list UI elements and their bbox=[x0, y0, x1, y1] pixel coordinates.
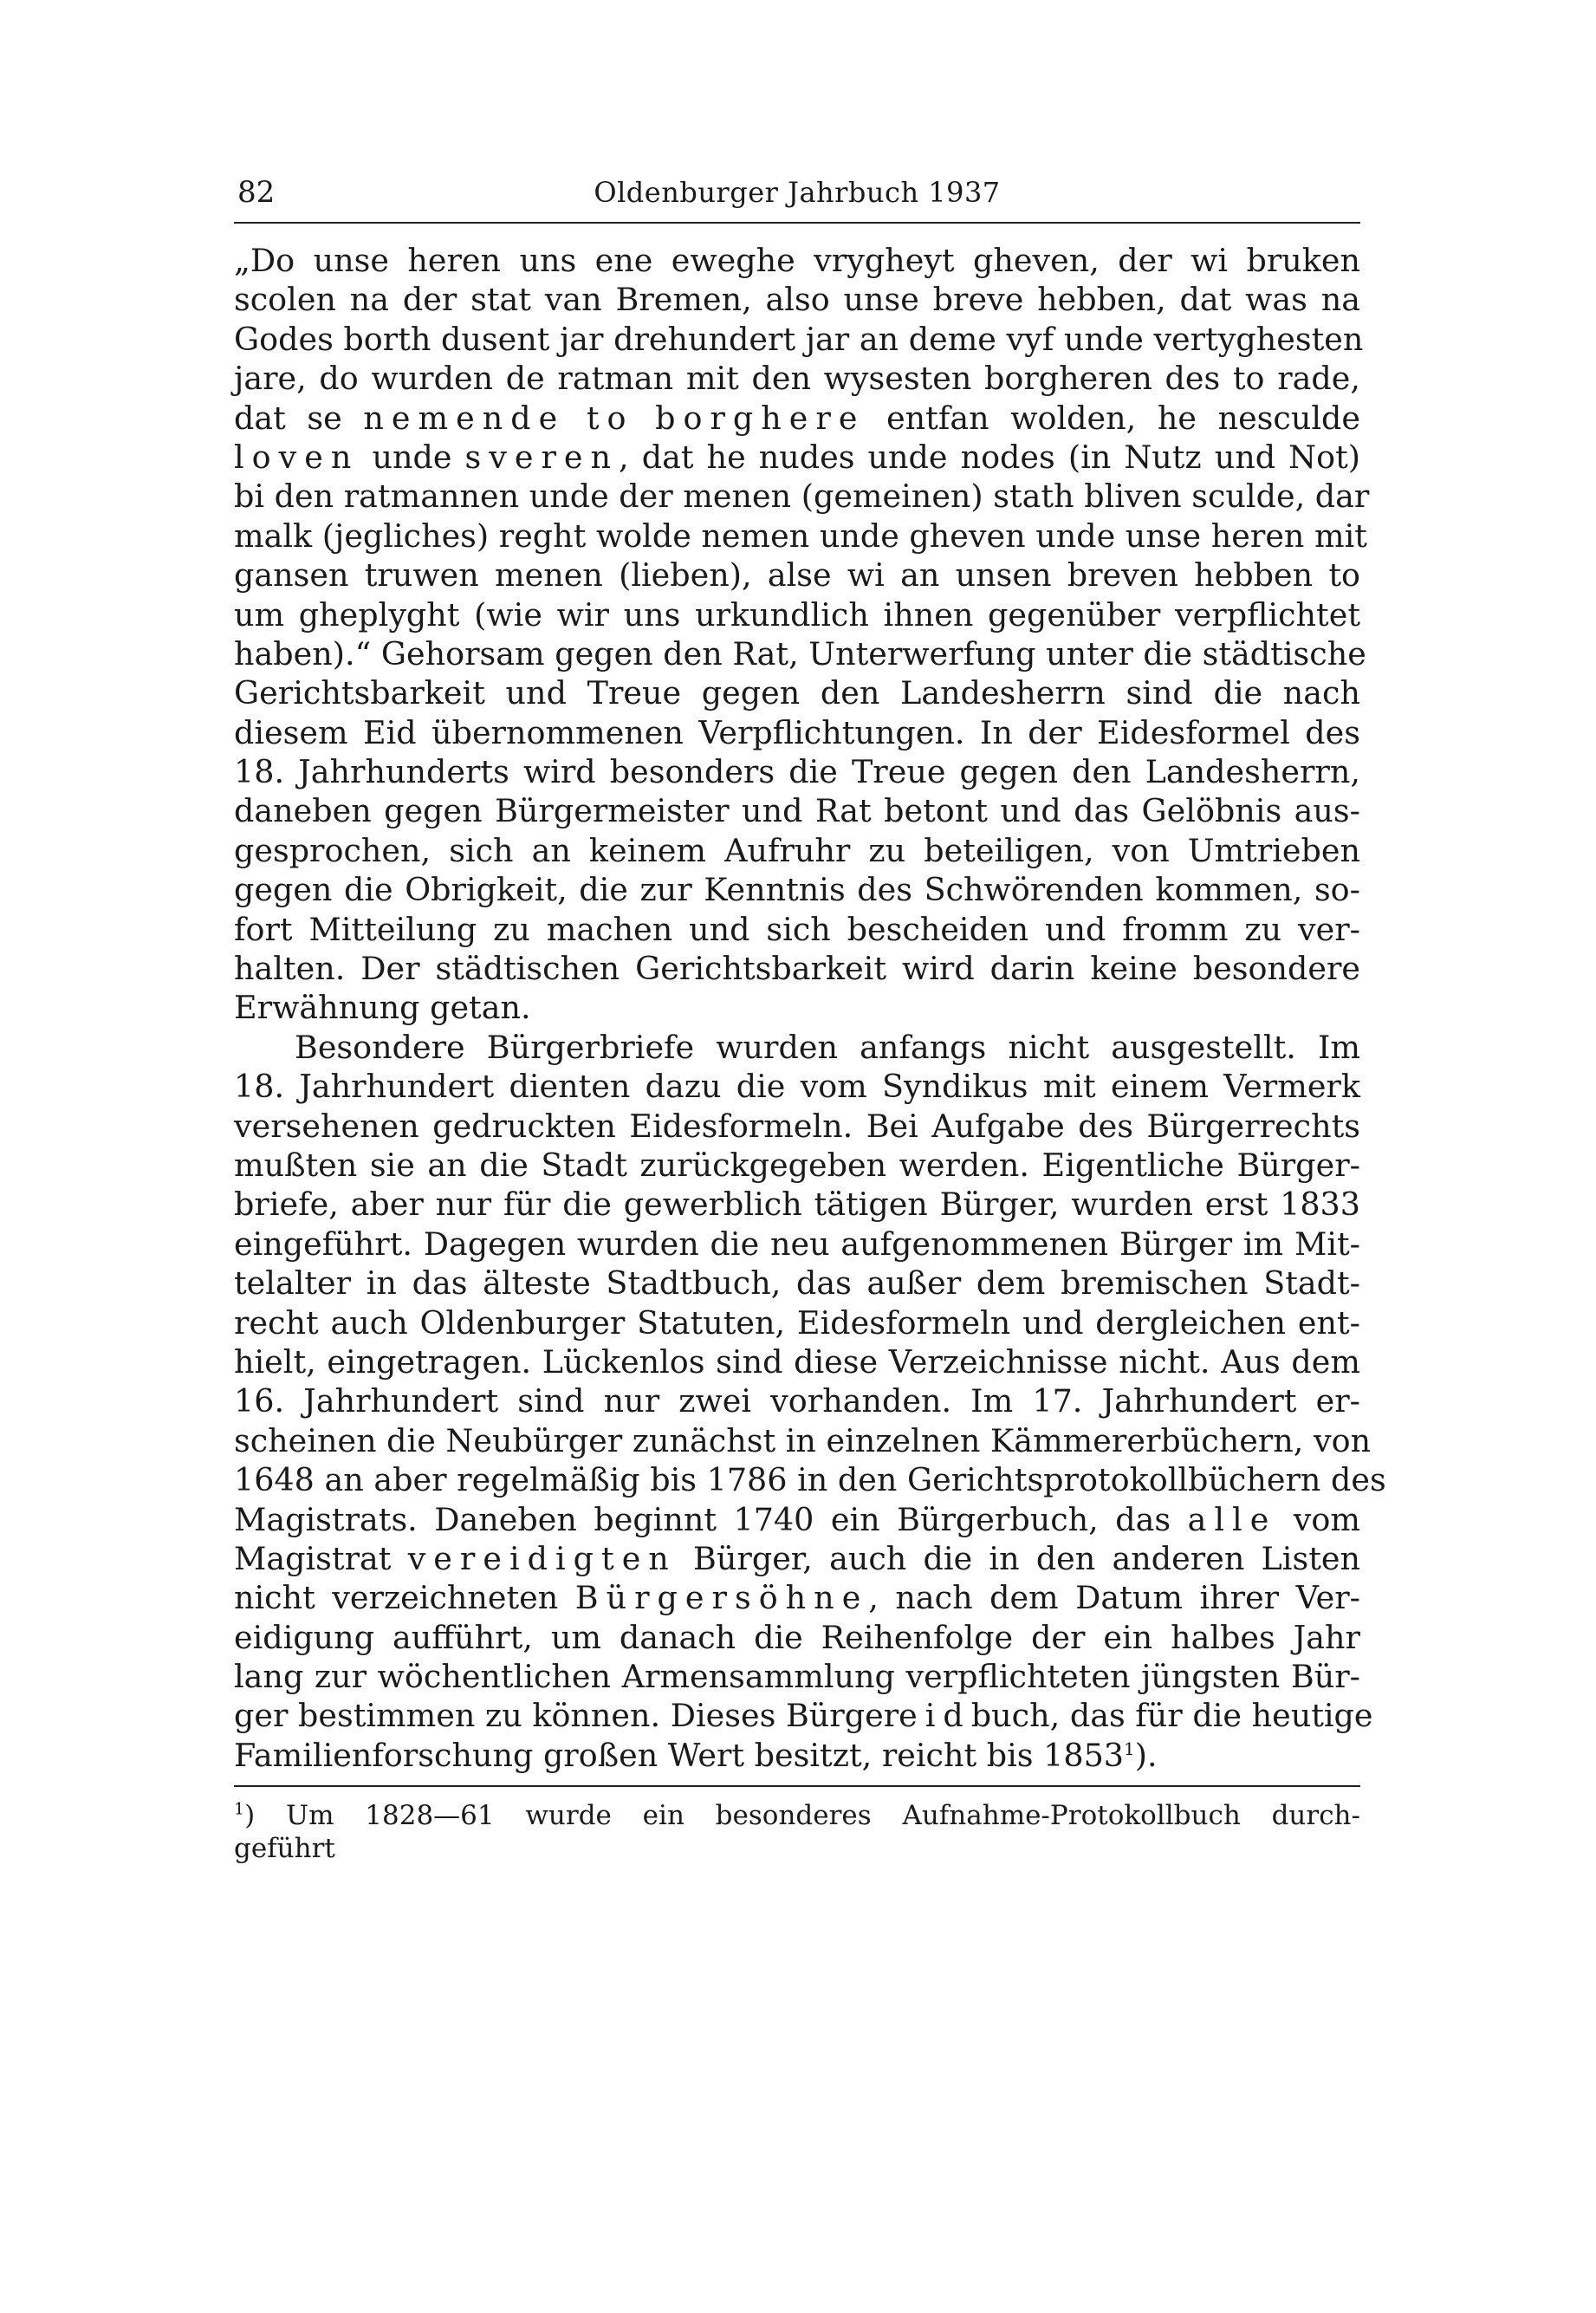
text-line: um gheplyght (wie wir uns urkundlich ihnen gegenüber verpflichtet bbox=[234, 595, 1360, 633]
text-line: jare, do wurden de ratman mit den wysesten borgheren des to rade, bbox=[234, 360, 1360, 398]
text-line: lang zur wöchentlichen Armensammlung verpflichteten jüngsten Bür- bbox=[234, 1658, 1360, 1696]
footnote-line: geführt bbox=[234, 1833, 335, 1865]
text-line: Erwähnung getan. bbox=[234, 989, 531, 1027]
page-number: 82 bbox=[237, 175, 276, 210]
text-line: loven unde sveren, dat he nudes unde nodes (in Nutz und Not) bbox=[234, 438, 1360, 476]
text-line: Godes borth dusent jar drehundert jar an deme vyf unde vertyghesten bbox=[234, 320, 1364, 358]
page bbox=[234, 170, 1386, 1865]
text-line: Gerichtsbarkeit und Treue gegen den Landesherrn sind die nach bbox=[234, 674, 1360, 712]
text-line: haben).“ Gehorsam gegen den Rat, Unterwerfung unter die städtische bbox=[234, 634, 1366, 672]
journal-title: Oldenburger Jahrbuch 1937 bbox=[594, 176, 1001, 209]
text-line: ger bestimmen zu können. Dieses Bürgereidbuch, das für die heutige bbox=[234, 1697, 1373, 1735]
emphasized-word: alle bbox=[1187, 1500, 1277, 1538]
text-line: 16. Jahrhundert sind nur zwei vorhanden. Im 17. Jahrhundert er- bbox=[234, 1382, 1360, 1420]
text-line: malk (jegliches) reght wolde nemen unde gheven unde unse heren mit bbox=[234, 517, 1367, 555]
text-line: hielt, eingetragen. Lückenlos sind diese Verzeichnisse nicht. Aus dem bbox=[234, 1342, 1360, 1381]
text-line: mußten sie an die Stadt zurückgegeben werden. Eigentliche Bürger- bbox=[234, 1146, 1360, 1184]
text-line: Magistrat vereidigten Bürger, auch die in den anderen Listen bbox=[234, 1539, 1360, 1577]
emphasized-word: nemende bbox=[363, 399, 566, 437]
text-line: Familienforschung großen Wert besitzt, reicht bis 1853$^1$). bbox=[234, 1736, 1158, 1774]
emphasized-word: vereidigten bbox=[407, 1539, 677, 1577]
text-line: telalter in das älteste Stadtbuch, das außer dem bremischen Stadt- bbox=[234, 1264, 1360, 1303]
emphasized-word: eid bbox=[899, 1697, 971, 1735]
emphasized-word: to bbox=[586, 399, 634, 437]
text-line: eingeführt. Dagegen wurden die neu aufgenommenen Bürger im Mit- bbox=[234, 1225, 1360, 1263]
text-line: scolen na der stat van Bremen, also unse breve hebben, dat was na bbox=[234, 281, 1360, 319]
text-line: gesprochen, sich an keinem Aufruhr zu beteiligen, von Umtrieben bbox=[234, 831, 1360, 869]
emphasized-word: borghere bbox=[655, 399, 866, 437]
running-head bbox=[234, 170, 1360, 222]
footnote-text: ) Um 1828—61 wurde ein besonderes Aufnahme-Protokollbuch durch- bbox=[244, 1800, 1360, 1832]
text-line: briefe, aber nur für die gewerblich tätigen Bürger, wurden erst 1833 bbox=[234, 1186, 1360, 1224]
footnote-rule bbox=[234, 1785, 1360, 1787]
footnote-reference: 1 bbox=[1124, 1738, 1135, 1759]
footnote-marker: 1 bbox=[234, 1799, 245, 1819]
text-line: versehenen gedruckten Eidesformeln. Bei Aufgabe des Bürgerrechts bbox=[234, 1107, 1360, 1145]
text-line: diesem Eid übernommenen Verpflichtungen. In der Eidesformel des bbox=[234, 713, 1360, 751]
text-line: gegen die Obrigkeit, die zur Kenntnis des Schwörenden kommen, so- bbox=[234, 871, 1360, 909]
footnote-line bbox=[234, 1799, 1360, 1832]
text-line: recht auch Oldenburger Statuten, Eidesformeln und dergleichen ent- bbox=[234, 1303, 1360, 1342]
text-line: nicht verzeichneten Bürgersöhne, nach dem Datum ihrer Ver- bbox=[234, 1579, 1360, 1617]
text-line: gansen truwen menen (lieben), alse wi an unsen breven hebben to bbox=[234, 556, 1360, 594]
text-line: Besondere Bürgerbriefe wurden anfangs nicht ausgestellt. Im bbox=[295, 1028, 1360, 1066]
footnotes bbox=[234, 1799, 1360, 1865]
text-line: eidigung aufführt, um danach die Reihenfolge der ein halbes Jahr bbox=[234, 1618, 1360, 1656]
text-line: halten. Der städtischen Gerichtsbarkeit wird darin keine besondere bbox=[234, 950, 1360, 988]
text-line: „Do unse heren uns ene eweghe vrygheyt gheven, der wi bruken bbox=[234, 242, 1360, 279]
text-line: daneben gegen Bürgermeister und Rat betont und das Gelöbnis aus- bbox=[234, 792, 1360, 830]
body-text bbox=[234, 241, 1386, 1775]
text-line: 1648 an aber regelmäßig bis 1786 in den Gerichtsprotokollbüchern des bbox=[234, 1461, 1386, 1499]
emphasized-word: loven bbox=[234, 438, 360, 476]
text-line: bi den ratmannen unde der menen (gemeinen) stath bliven sculde, dar bbox=[234, 478, 1370, 516]
emphasized-word: sveren bbox=[464, 438, 620, 476]
header-rule bbox=[234, 222, 1360, 224]
text-line: fort Mitteilung zu machen und sich bescheiden und fromm zu ver- bbox=[234, 910, 1360, 948]
text-line: 18. Jahrhundert dienten dazu die vom Syndikus mit einem Vermerk bbox=[234, 1068, 1360, 1106]
text-line: scheinen die Neubürger zunächst in einzelnen Kämmererbüchern, von bbox=[234, 1421, 1372, 1459]
text-line: Magistrats. Daneben beginnt 1740 ein Bürgerbuch, das alle vom bbox=[234, 1500, 1360, 1538]
emphasized-word: Bürgersöhne bbox=[574, 1579, 869, 1617]
text-line: 18. Jahrhunderts wird besonders die Treue gegen den Landesherrn, bbox=[234, 753, 1360, 791]
text-line: dat se nemende to borghere entfan wolden, he nesculde bbox=[234, 399, 1361, 437]
